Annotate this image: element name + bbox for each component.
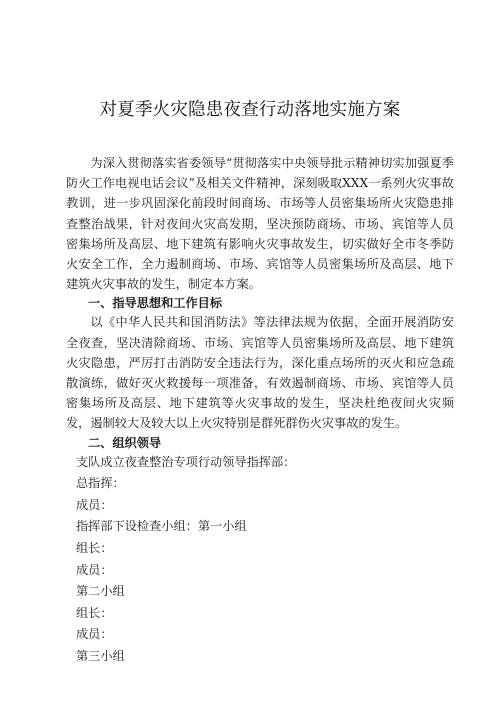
organization-line: 第二小组 bbox=[76, 584, 125, 599]
organization-line: 成员： bbox=[76, 562, 113, 577]
intro-paragraph: 为深入贯彻落实省委领导“贯彻落实中央领导批示精神切实加强夏季防火工作电视电话会议”及相关文件精神，深刻吸取XXX一系列火灾事故教训，进一步巩固深化前段时间商场、市场等人员密集场所火灾隐患排查整治战果，针对夜间火灾高发期，坚决预防商场、市场、宾馆等人员密集场所及高层、地下建筑有影响火灾事故发生，切实做好全市冬季防火安全工作，全力遏制商场、市场、宾馆等人员密集场所及高层、地下建筑火灾事故的发生，制定本方案。 bbox=[66, 156, 454, 292]
organization-line: 成员： bbox=[76, 627, 113, 642]
guiding-principles-paragraph: 以《中华人民共和国消防法》等法律法规为依据，全面开展消防安全夜查，坚决清除商场、市场、宾馆等人员密集场所及高层、地下建筑火灾隐患，严厉打击消防安全违法行为，深化重点场所的灭火和应急疏散演练，做好灭火救援每一项准备，有效遏制商场、市场、宾馆等人员密集场所及高层、地下建筑等火灾事故的发生，坚决杜绝夜间火灾频发，遏制较大及较大以上火灾特别是群死群伤火灾事故的发生。 bbox=[66, 315, 454, 431]
section-heading-organization: 二、组织领导 bbox=[88, 435, 162, 450]
document-body bbox=[66, 153, 454, 668]
organization-line: 总指挥： bbox=[76, 476, 125, 491]
organization-line: 成员： bbox=[76, 497, 113, 512]
organization-line: 支队成立夜查整治专项行动领导指挥部： bbox=[76, 454, 296, 469]
organization-line: 指挥部下设检查小组：第一小组 bbox=[76, 519, 247, 534]
organization-line: 组长： bbox=[76, 605, 113, 620]
document-title: 对夏季火灾隐患夜查行动落地实施方案 bbox=[99, 100, 401, 120]
organization-line: 组长： bbox=[76, 541, 113, 556]
section-heading-guiding-principles: 一、指导思想和工作目标 bbox=[88, 296, 223, 311]
organization-line: 第三小组 bbox=[76, 648, 125, 663]
